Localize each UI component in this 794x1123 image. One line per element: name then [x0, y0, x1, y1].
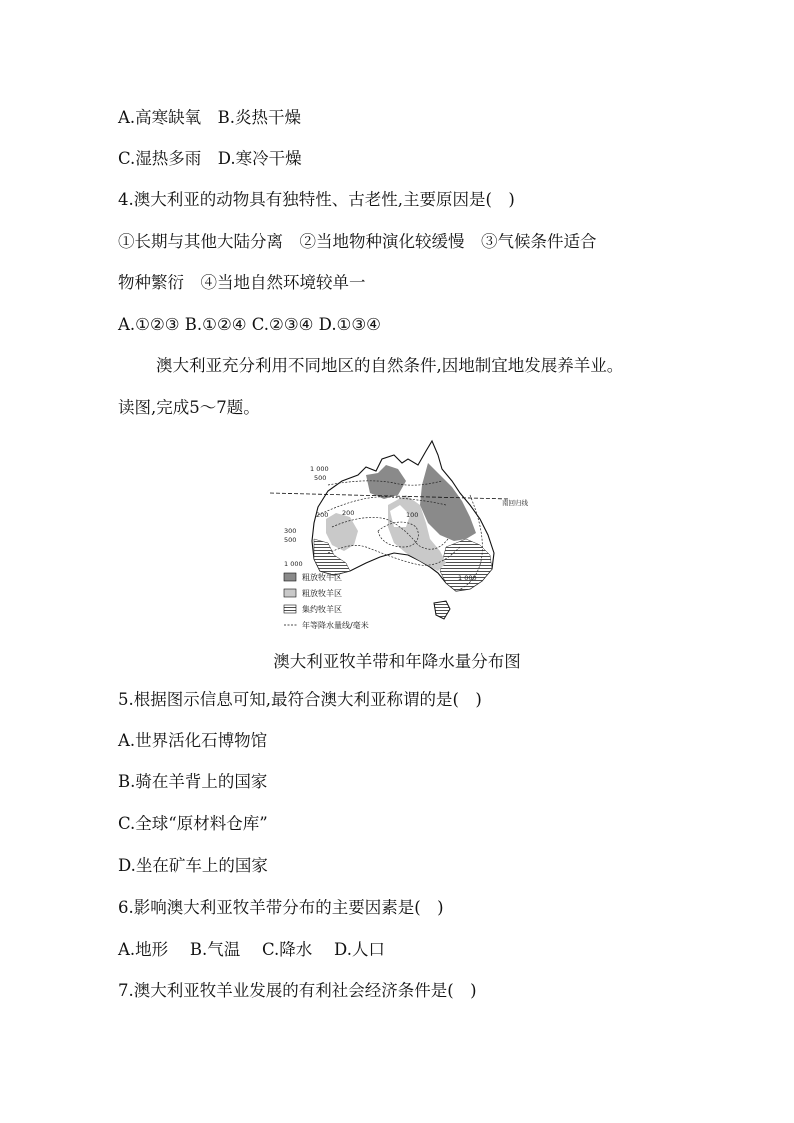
- q4-items-line1: ①长期与其他大陆分离 ②当地物种演化较缓慢 ③气候条件适合: [118, 232, 597, 251]
- map-caption: 澳大利亚牧羊带和年降水量分布图: [273, 652, 521, 671]
- q5-option-a: A.世界活化石博物馆: [118, 731, 268, 750]
- intro-line1: 澳大利亚充分利用不同地区的自然条件,因地制宜地发展养羊业。: [156, 356, 624, 375]
- isohyet-label: 500: [314, 474, 327, 482]
- q5-stem: 5.根据图示信息可知,最符合澳大利亚称谓的是( ): [118, 690, 482, 709]
- q4-items-line2: 物种繁衍 ④当地自然环境较单一: [118, 273, 366, 292]
- isohyet-label: 200: [316, 511, 329, 519]
- q7-stem: 7.澳大利亚牧羊业发展的有利社会经济条件是( ): [118, 981, 477, 1000]
- legend-isohyet: 年等降水量线/毫米: [302, 621, 369, 630]
- australia-map: [270, 435, 540, 640]
- map-legend: [284, 572, 369, 630]
- q6-options: A.地形 B.气温 C.降水 D.人口: [118, 940, 385, 959]
- legend-cattle: 粗放牧牛区: [302, 573, 342, 582]
- isohyet-label: 1 000: [310, 465, 329, 473]
- isohyet-label: 1 000: [284, 560, 303, 568]
- isohyet-label: 300: [284, 527, 297, 535]
- isohyet-label: 1 000: [458, 574, 477, 582]
- tasmania: [434, 601, 450, 619]
- isohyet-label: 500: [284, 536, 297, 544]
- q3-options-row1: A.高寒缺氧 B.炎热干燥: [118, 108, 302, 127]
- q3-options-row2: C.湿热多雨 D.寒冷干燥: [118, 149, 302, 168]
- isohyet-label: 100: [406, 511, 419, 519]
- q5-option-b: B.骑在羊背上的国家: [118, 772, 268, 791]
- q4-stem: 4.澳大利亚的动物具有独特性、古老性,主要原因是( ): [118, 190, 515, 209]
- q6-stem: 6.影响澳大利亚牧羊带分布的主要因素是( ): [118, 898, 444, 917]
- q5-option-c: C.全球“原材料仓库”: [118, 814, 268, 833]
- isohyet-label: 200: [342, 509, 355, 517]
- q5-option-d: D.坐在矿车上的国家: [118, 856, 268, 875]
- tropic-label: 南回归线: [502, 499, 528, 507]
- legend-sheep-intensive: 集约牧羊区: [302, 605, 342, 614]
- intro-line2: 读图,完成5～7题。: [118, 398, 260, 417]
- legend-sheep-extensive: 粗放牧羊区: [302, 589, 342, 598]
- q4-options: A.①②③ B.①②④ C.②③④ D.①③④: [118, 315, 381, 334]
